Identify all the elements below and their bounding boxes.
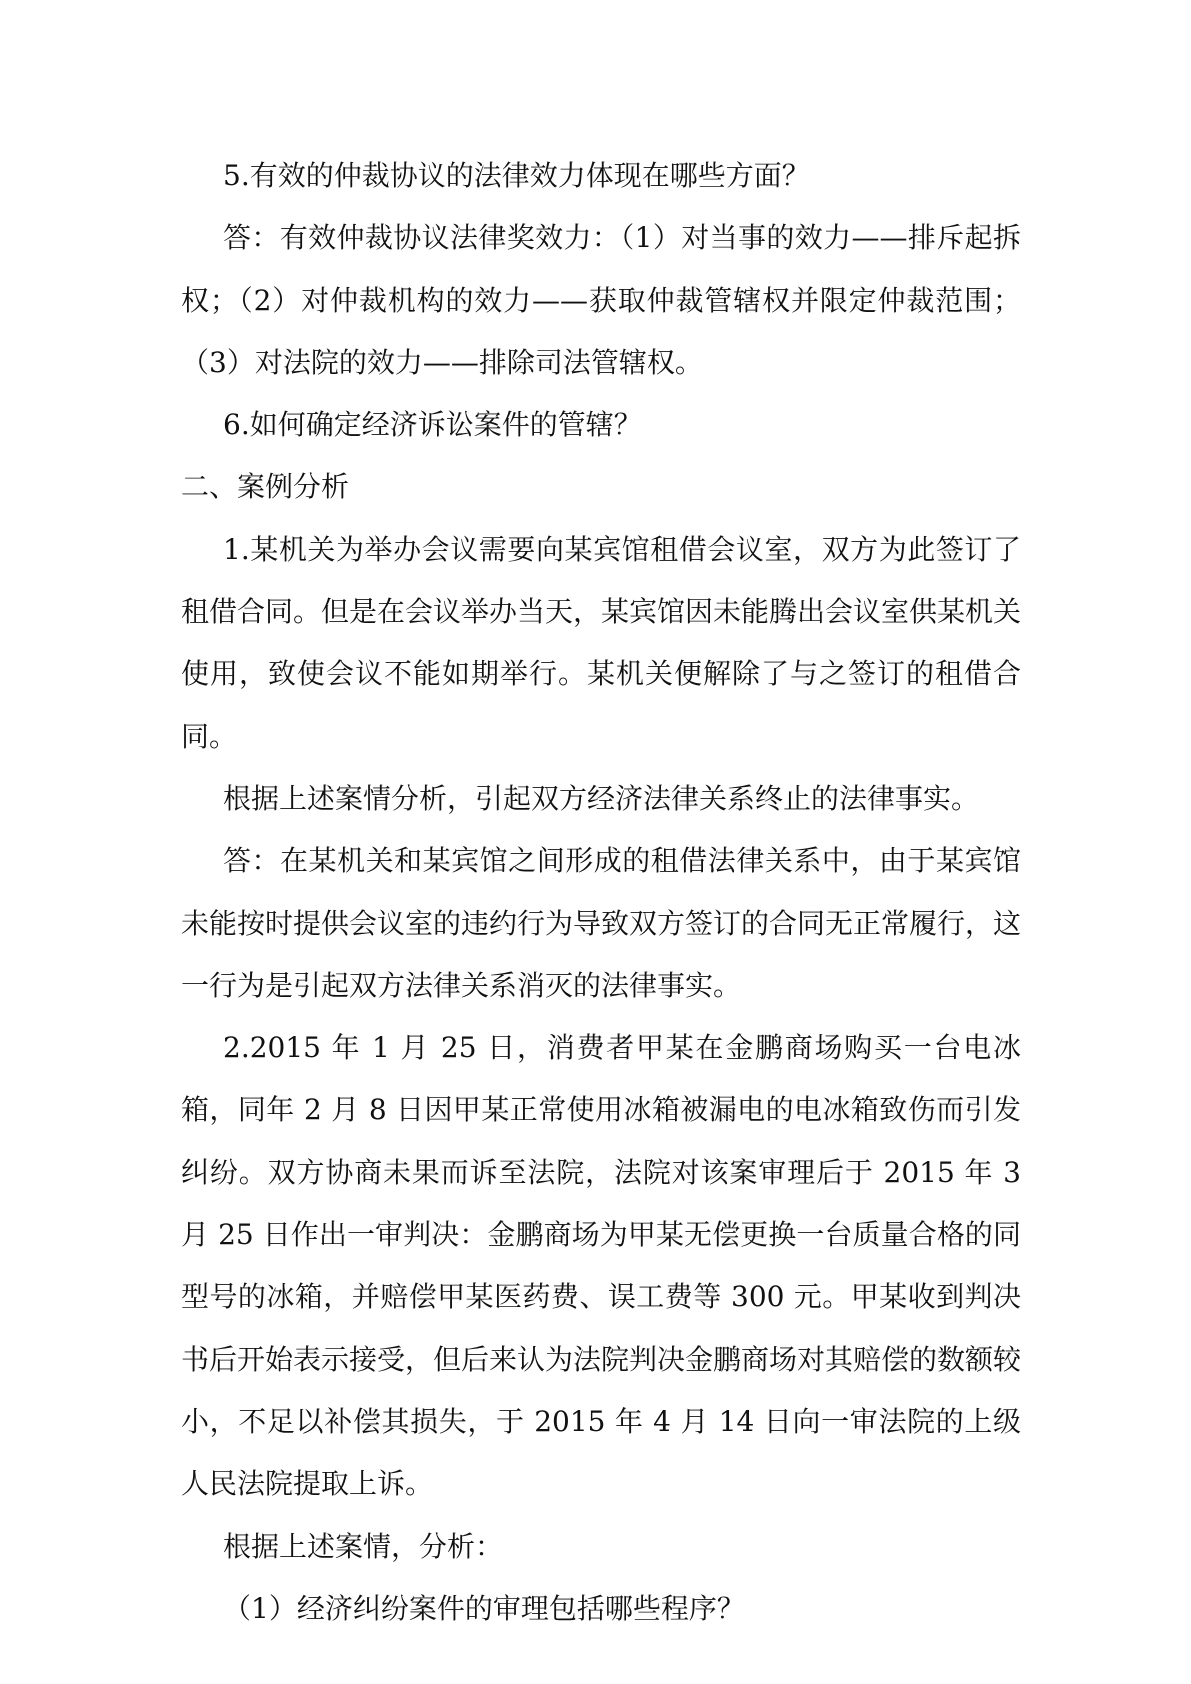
case-1-question: 根据上述案情分析，引起双方经济法律关系终止的法律事实。	[223, 781, 980, 815]
case-2-description: 2.2015 年 1 月 25 日，消费者甲某在金鹏商场购买一台电冰箱，同年 2 月 8 日因甲某正常使用冰箱被漏电的电冰箱致伤而引发纠纷。双方协商未果而诉至法院，法院对该案审理后于 2015 年 3 月 25 日作出一审判决：金鹏商场为甲某无偿更换一台质量合格的同型号的冰箱，并赔偿甲某医药费、误工费等 300 元。甲某收到判决书后开始表示接受，但后来认为法院判决金鹏商场对其赔偿的数额较小，不足以补偿其损失，于 2015 年 4 月 14 日向一审法院的上级人民法院提取上诉。	[181, 1031, 1022, 1501]
section-heading-case-analysis: 二、案例分析	[181, 470, 350, 504]
case-2-question-1: （1）经济纠纷案件的审理包括哪些程序？	[223, 1591, 745, 1625]
answer-5: 答：有效仲裁协议法律奖效力：（1）对当事的效力——排斥起拆权；（2）对仲裁机构的效力——获取仲裁管辖权并限定仲裁范围；（3）对法院的效力——排除司法管辖权。	[181, 221, 1021, 379]
question-5: 5.有效的仲裁协议的法律效力体现在哪些方面？	[223, 159, 810, 192]
case-1-description: 1.某机关为举办会议需要向某宾馆租借会议室，双方为此签订了租借合同。但是在会议举办当天，某宾馆因未能腾出会议室供某机关使用，致使会议不能如期举行。某机关便解除了与之签订的租借合同。	[181, 532, 1022, 753]
case-1-answer: 答：在某机关和某宾馆之间形成的租借法律关系中，由于某宾馆未能按时提供会议室的违约行为导致双方签订的合同无正常履行，这一行为是引起双方法律关系消灭的法律事实。	[181, 844, 1022, 1002]
question-6: 6.如何确定经济诉讼案件的管辖？	[223, 408, 642, 442]
case-2-prompt: 根据上述案情，分析：	[223, 1529, 504, 1563]
document-page	[181, 145, 1021, 1640]
